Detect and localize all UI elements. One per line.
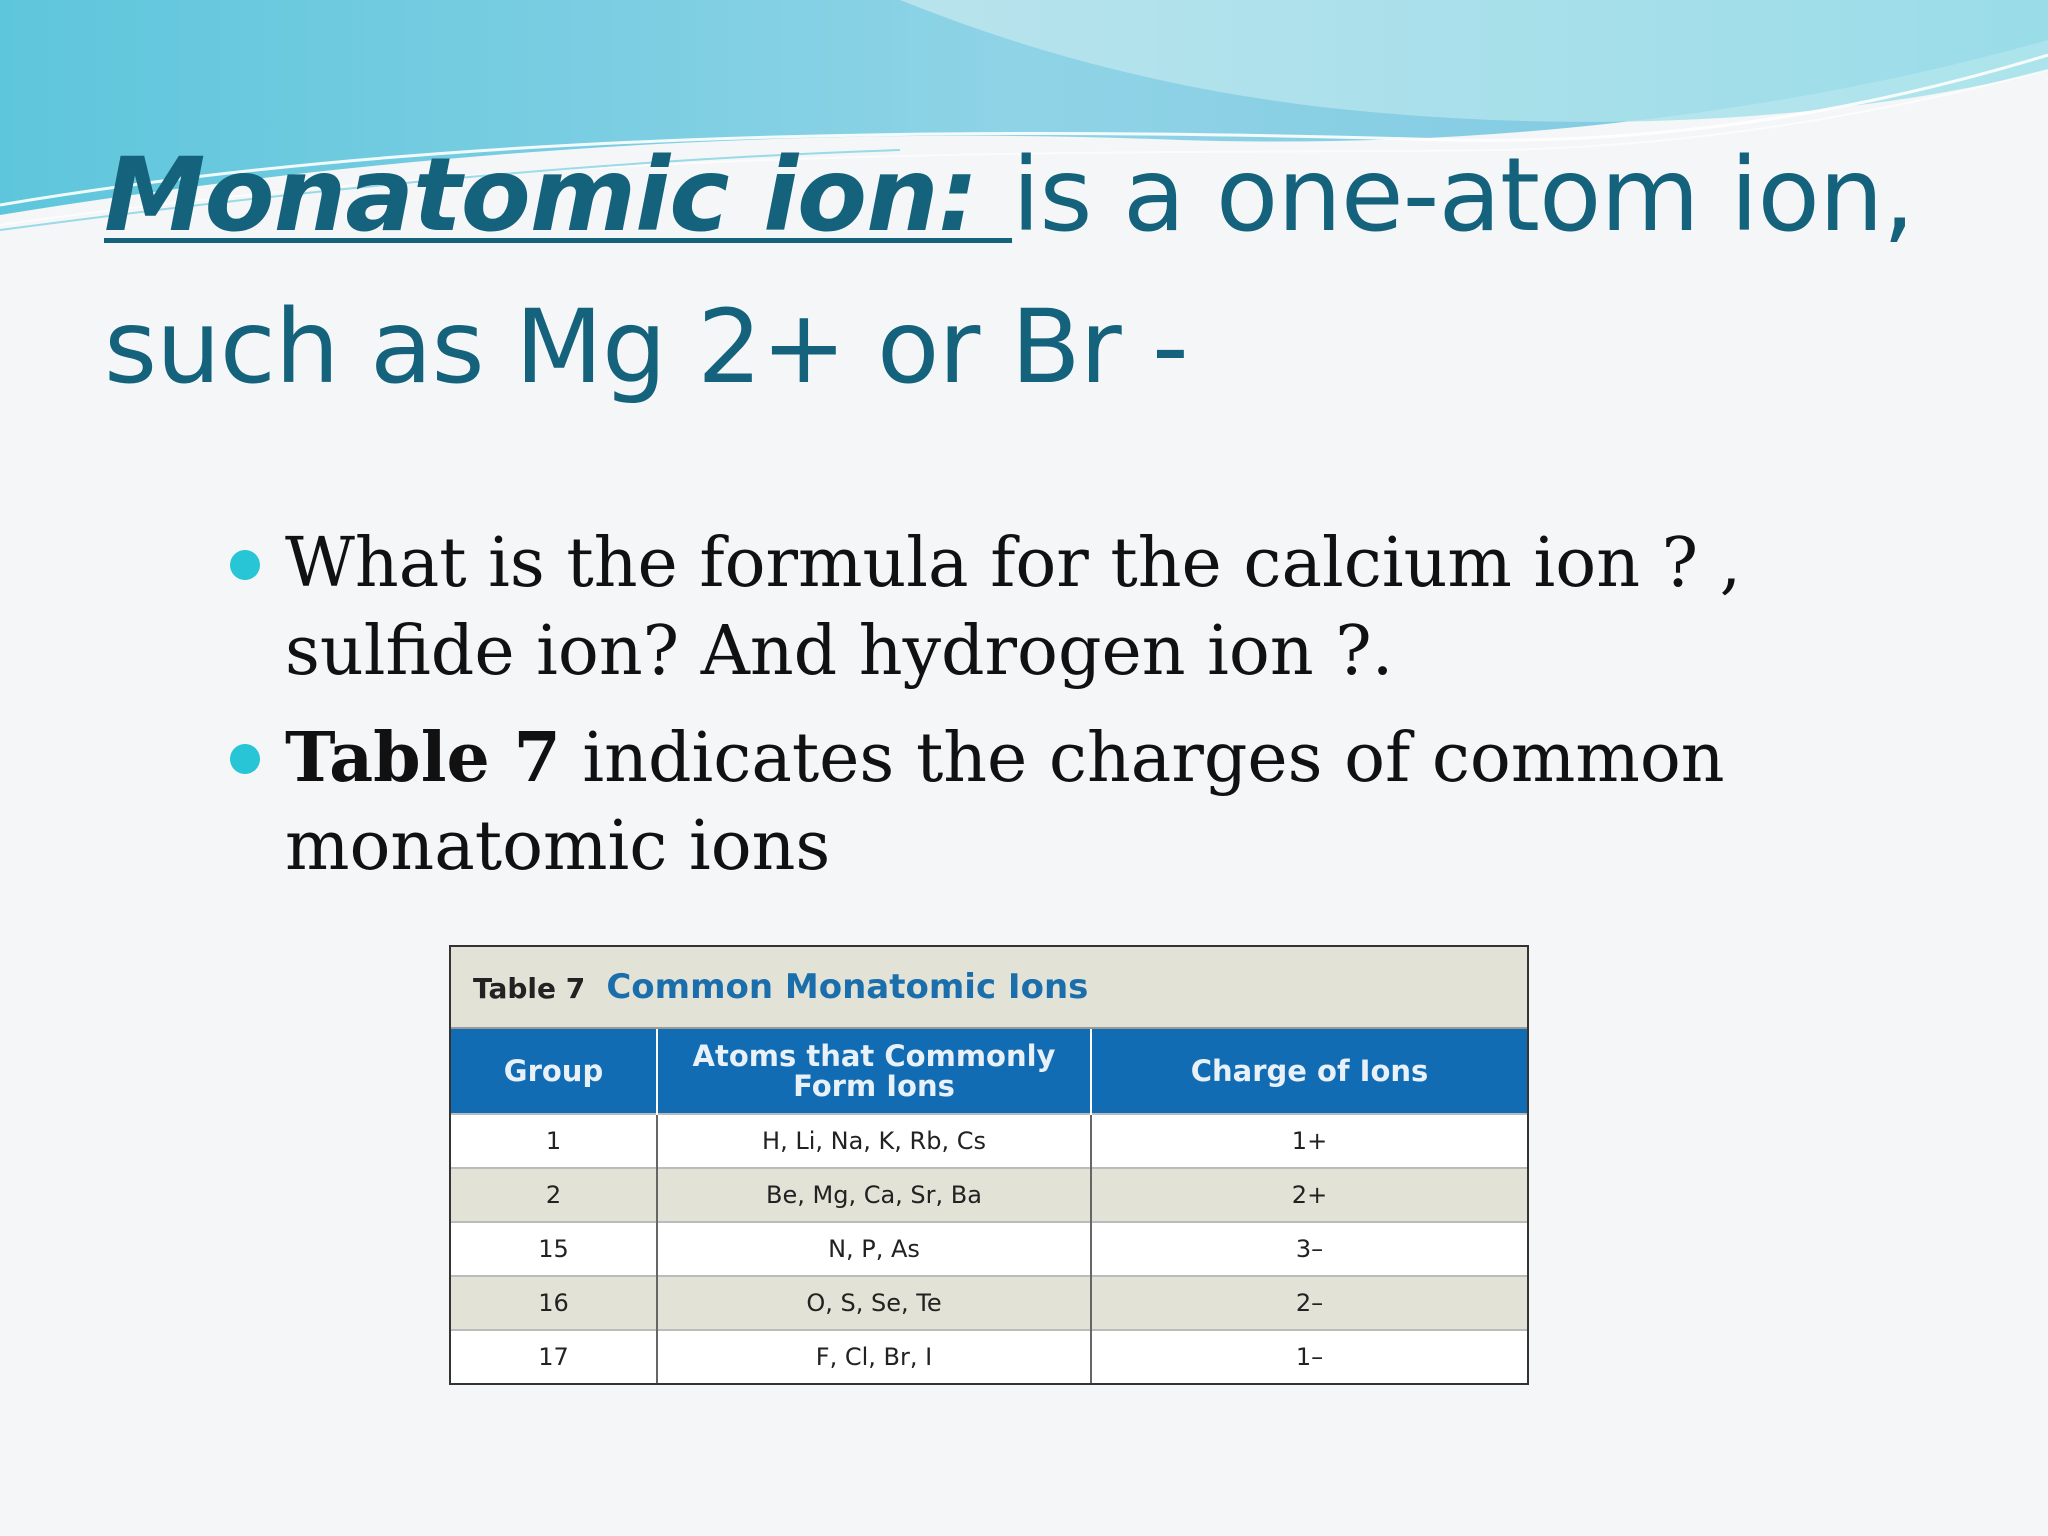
cell-group: 16 — [451, 1276, 657, 1330]
table-row — [451, 1276, 1527, 1330]
header-charge: Charge of Ions — [1091, 1029, 1527, 1114]
cell-atoms: O, S, Se, Te — [657, 1276, 1091, 1330]
cell-charge: 1– — [1091, 1330, 1527, 1383]
header-atoms: Atoms that Commonly Form Ions — [657, 1029, 1091, 1114]
table-number: Table 7 — [473, 972, 586, 1005]
bullet-text: indicates the charges of common monatomic ions — [285, 719, 1725, 886]
table-caption — [451, 947, 1527, 1029]
table-header-row — [451, 1029, 1527, 1114]
bullet-list — [230, 520, 1910, 909]
cell-charge: 2+ — [1091, 1168, 1527, 1222]
ions-table — [449, 945, 1529, 1385]
header-group: Group — [451, 1029, 657, 1114]
cell-atoms: N, P, As — [657, 1222, 1091, 1276]
table-grid — [451, 1029, 1527, 1383]
cell-atoms: Be, Mg, Ca, Sr, Ba — [657, 1168, 1091, 1222]
bullet-dot-icon — [230, 744, 260, 774]
cell-atoms: H, Li, Na, K, Rb, Cs — [657, 1114, 1091, 1168]
title-term: Monatomic ion: — [104, 136, 1013, 255]
cell-group: 2 — [451, 1168, 657, 1222]
bullet-dot-icon — [230, 550, 260, 580]
bullet-text: What is the formula for the calcium ion ? , sulfide ion? And hydrogen ion ?. — [285, 524, 1742, 691]
title-rest: is a one-atom ion, — [1012, 136, 1914, 255]
cell-charge: 3– — [1091, 1222, 1527, 1276]
cell-group: 15 — [451, 1222, 657, 1276]
table-row — [451, 1222, 1527, 1276]
table-title: Common Monatomic Ions — [606, 967, 1089, 1007]
cell-charge: 1+ — [1091, 1114, 1527, 1168]
cell-charge: 2– — [1091, 1276, 1527, 1330]
slide-title — [104, 120, 1984, 424]
table-row — [451, 1168, 1527, 1222]
cell-group: 17 — [451, 1330, 657, 1383]
title-line-2: such as Mg 2+ or Br - — [104, 288, 1188, 407]
cell-atoms: F, Cl, Br, I — [657, 1330, 1091, 1383]
bullet-item — [230, 714, 1910, 891]
table-row — [451, 1114, 1527, 1168]
cell-group: 1 — [451, 1114, 657, 1168]
bullet-item — [230, 520, 1910, 696]
bullet-bold-text: Table 7 — [285, 718, 561, 798]
table-row — [451, 1330, 1527, 1383]
